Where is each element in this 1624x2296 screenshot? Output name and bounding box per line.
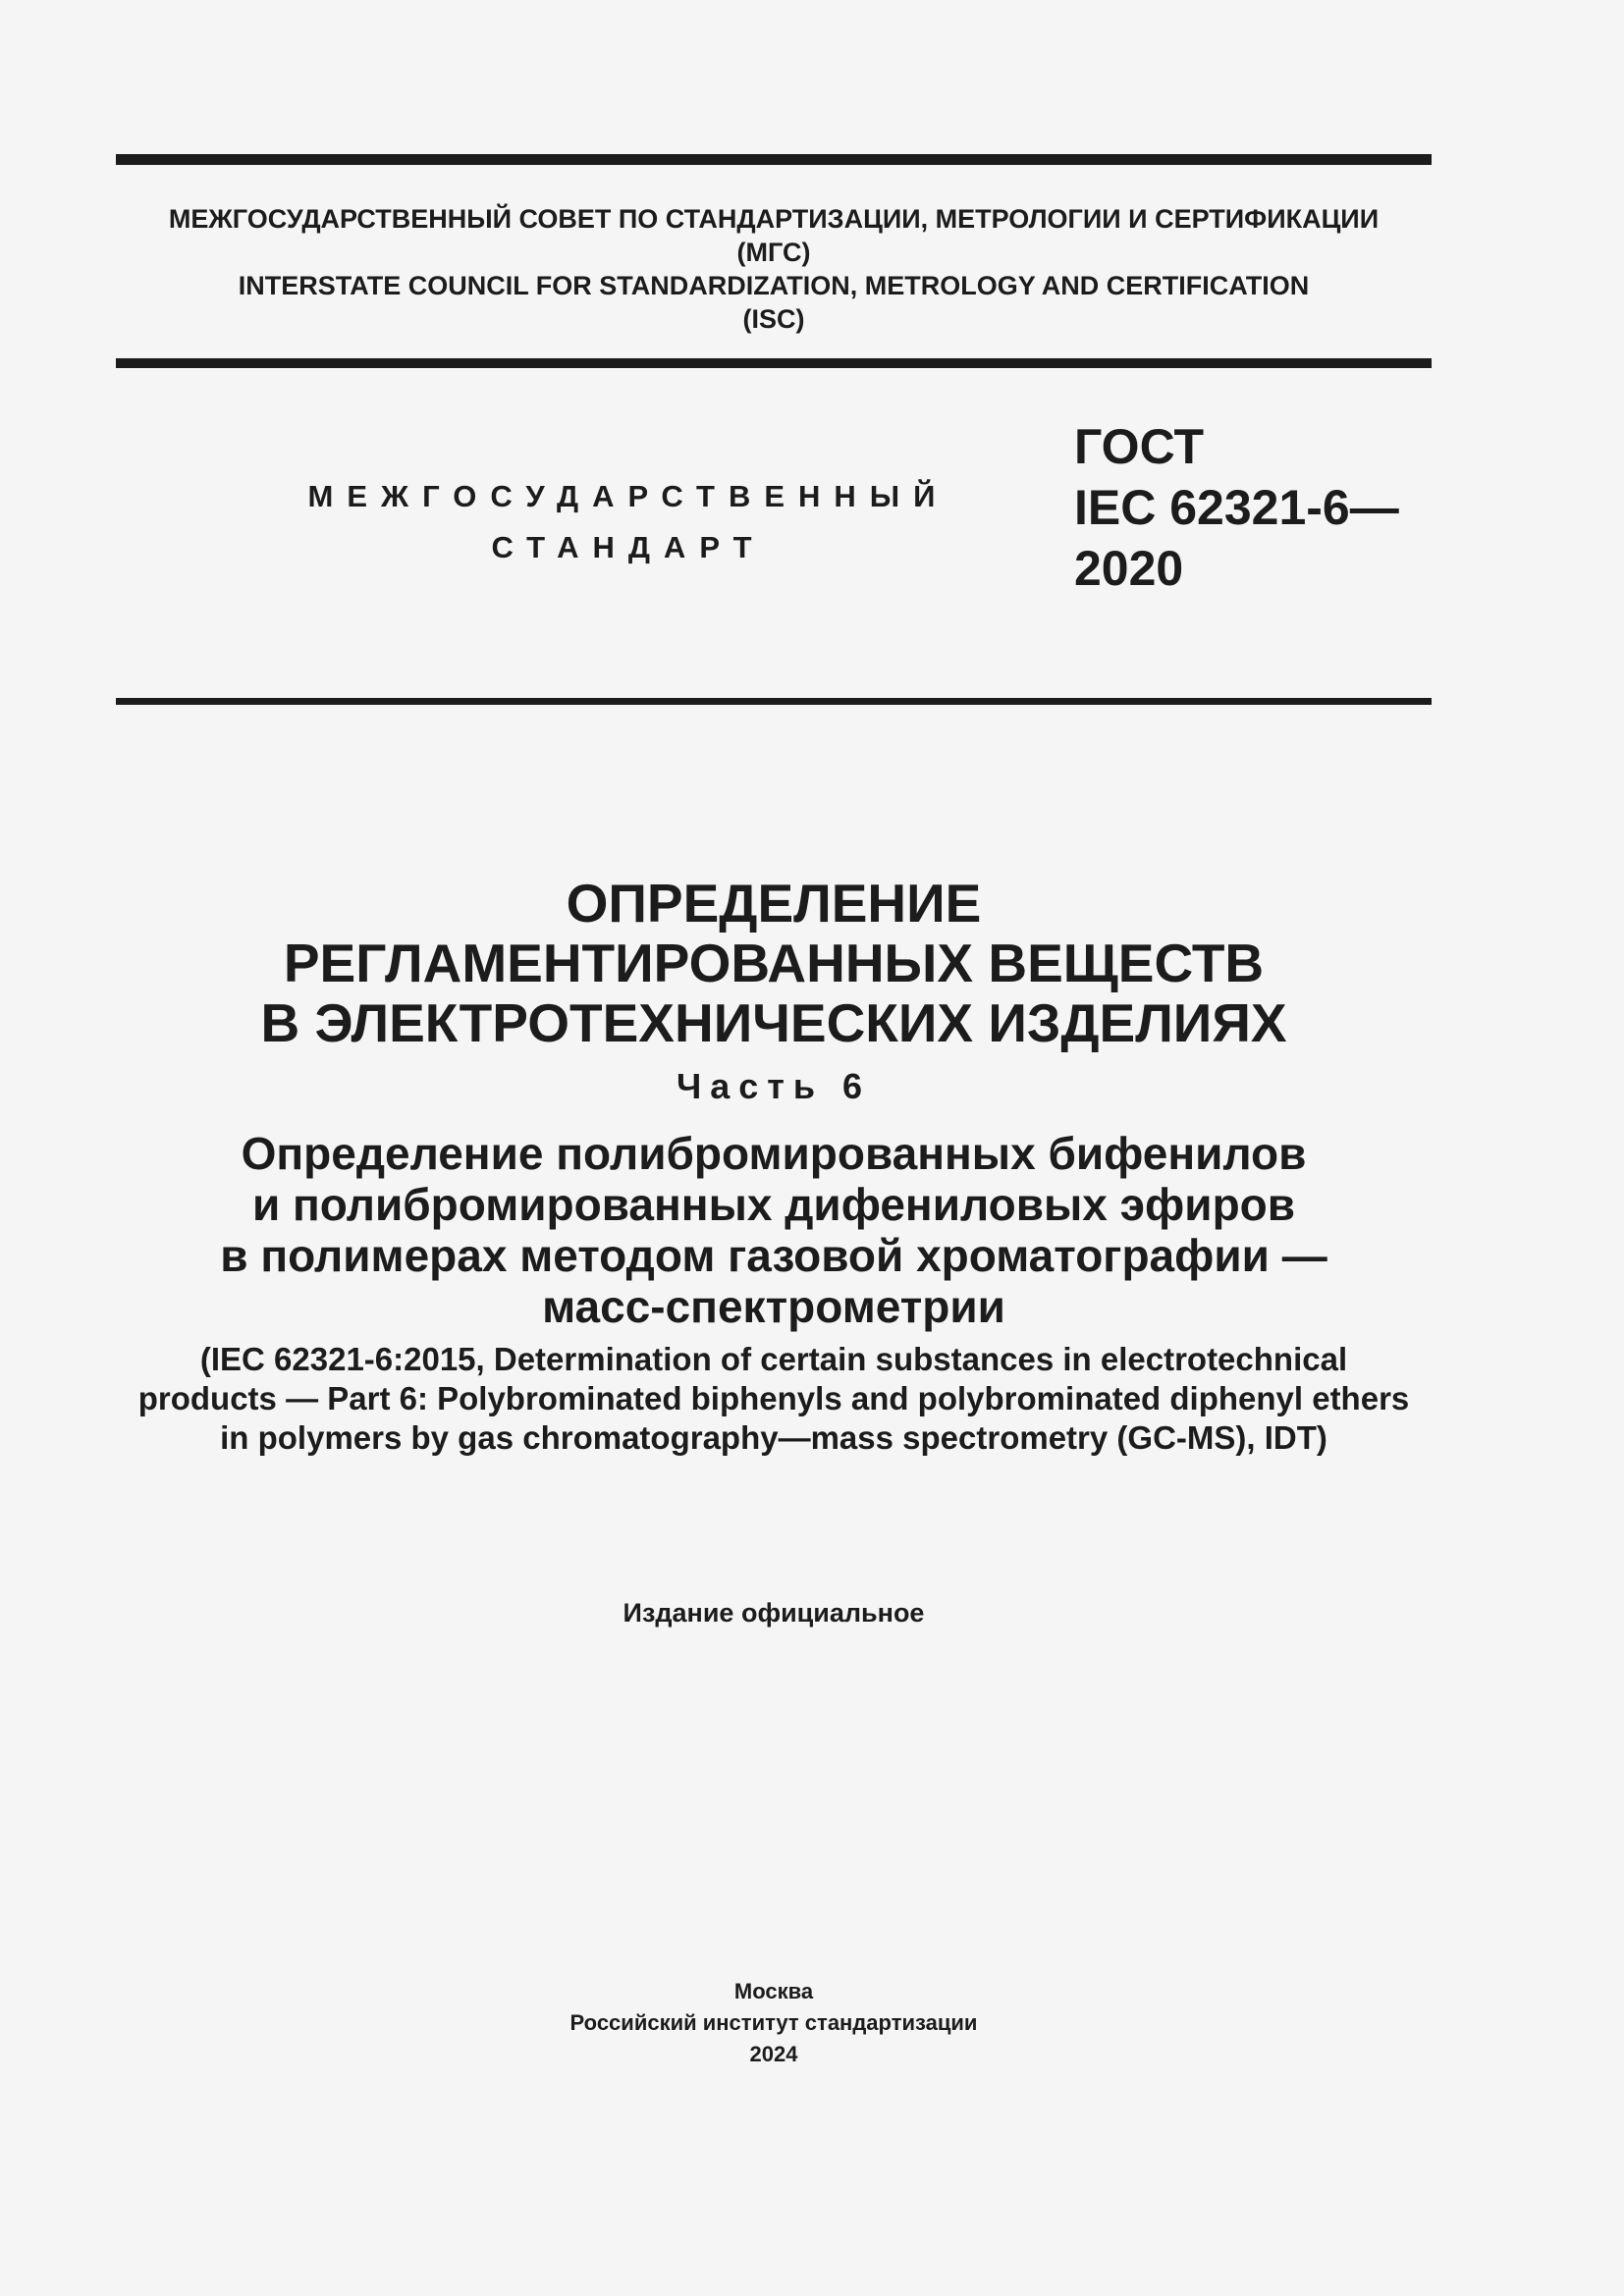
document-title-block (116, 874, 1432, 1458)
designation-line1: ГОСТ (1074, 419, 1204, 474)
main-title-line: В ЭЛЕКТРОТЕХНИЧЕСКИХ ИЗДЕЛИЯХ (260, 992, 1287, 1053)
designation-line2: IEC 62321-6— (1074, 480, 1399, 535)
top-rule (116, 154, 1432, 165)
subtitle-line: и полибромированных дифениловых эфиров (251, 1179, 1296, 1230)
subtitle (116, 1128, 1432, 1332)
middle-rule (116, 358, 1432, 368)
imprint (116, 1976, 1432, 2070)
english-reference-line: in polymers by gas chromatography—mass spectrometry (GC-MS), IDT) (220, 1419, 1327, 1456)
edition-note: Издание официальное (623, 1598, 925, 1628)
council-name-en: INTERSTATE COUNCIL FOR STANDARDIZATION, METROLOGY AND CERTIFICATION (238, 271, 1310, 300)
council-header (116, 202, 1432, 336)
main-title-line: РЕГЛАМЕНТИРОВАННЫХ ВЕЩЕСТВ (283, 933, 1265, 993)
english-reference (116, 1340, 1432, 1458)
standard-designation (1074, 416, 1399, 599)
subtitle-line: масс-спектрометрии (542, 1281, 1005, 1332)
english-reference-line: products — Part 6: Polybrominated biphenyls and polybrominated diphenyl ethers (137, 1380, 1410, 1416)
subtitle-line: в полимерах методом газовой хроматографии — (220, 1230, 1327, 1281)
lower-rule (116, 698, 1432, 705)
main-title-line: ОПРЕДЕЛЕНИЕ (566, 873, 982, 934)
standard-kind-line1: МЕЖГОСУДАРСТВЕННЫЙ (307, 479, 949, 513)
imprint-publisher: Российский институт стандартизации (569, 2010, 978, 2035)
standard-kind-line2: СТАНДАРТ (491, 530, 766, 564)
council-abbr-ru: (МГС) (736, 238, 811, 267)
designation-line3: 2020 (1074, 541, 1184, 596)
council-abbr-en: (ISC) (742, 304, 805, 334)
english-reference-line: (IEC 62321-6:2015, Determination of certain substances in electrotechnical (199, 1341, 1348, 1377)
imprint-year: 2024 (749, 2042, 798, 2066)
subtitle-line: Определение полибромированных бифенилов (241, 1128, 1307, 1179)
standard-kind (255, 471, 1001, 573)
council-name-ru: МЕЖГОСУДАРСТВЕННЫЙ СОВЕТ ПО СТАНДАРТИЗАЦИИ, МЕТРОЛОГИИ И СЕРТИФИКАЦИИ (168, 204, 1380, 234)
part-label: Часть 6 (676, 1066, 872, 1106)
main-title (116, 874, 1432, 1053)
imprint-city: Москва (733, 1979, 814, 2003)
